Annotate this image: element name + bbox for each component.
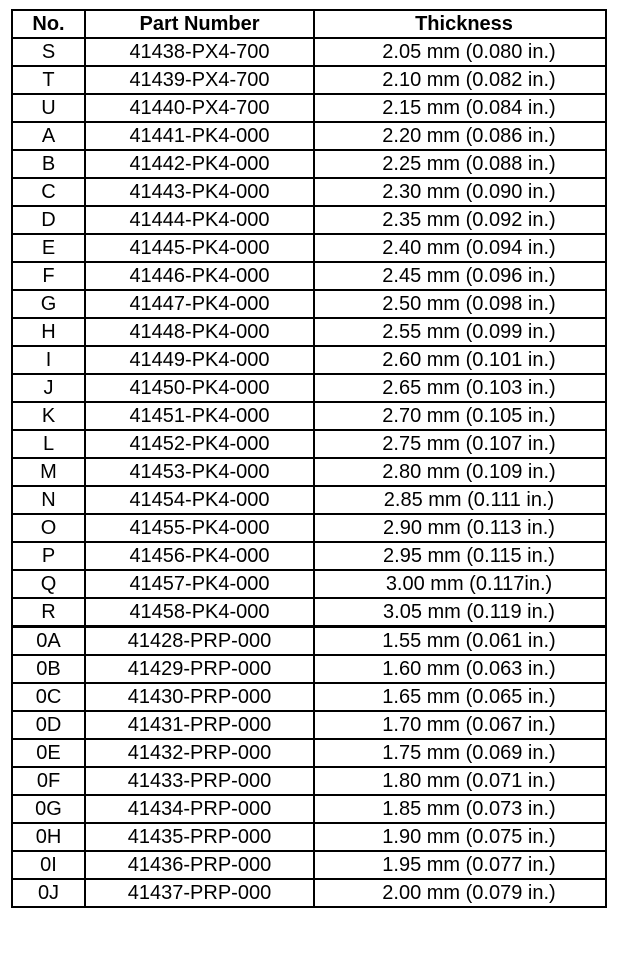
header-no: No. xyxy=(12,10,85,38)
cell-part-number: 41430-PRP-000 xyxy=(85,683,314,711)
table-row xyxy=(12,150,606,178)
cell-thickness: 1.90 mm (0.075 in.) xyxy=(314,823,606,851)
cell-thickness: 2.65 mm (0.103 in.) xyxy=(314,374,606,402)
cell-no: 0F xyxy=(12,767,85,795)
table-row xyxy=(12,542,606,570)
cell-part-number: 41435-PRP-000 xyxy=(85,823,314,851)
cell-thickness: 2.55 mm (0.099 in.) xyxy=(314,318,606,346)
cell-no: P xyxy=(12,542,85,570)
table-row xyxy=(12,627,606,656)
header-row xyxy=(12,10,606,38)
cell-thickness: 1.65 mm (0.065 in.) xyxy=(314,683,606,711)
cell-thickness: 1.75 mm (0.069 in.) xyxy=(314,739,606,767)
cell-part-number: 41442-PK4-000 xyxy=(85,150,314,178)
table-row xyxy=(12,486,606,514)
cell-no: 0B xyxy=(12,655,85,683)
cell-no: T xyxy=(12,66,85,94)
cell-thickness: 1.95 mm (0.077 in.) xyxy=(314,851,606,879)
cell-thickness: 2.30 mm (0.090 in.) xyxy=(314,178,606,206)
cell-part-number: 41447-PK4-000 xyxy=(85,290,314,318)
cell-thickness: 2.85 mm (0.111 in.) xyxy=(314,486,606,514)
cell-part-number: 41441-PK4-000 xyxy=(85,122,314,150)
cell-no: D xyxy=(12,206,85,234)
table-row xyxy=(12,823,606,851)
cell-part-number: 41433-PRP-000 xyxy=(85,767,314,795)
cell-no: R xyxy=(12,598,85,627)
cell-thickness: 2.10 mm (0.082 in.) xyxy=(314,66,606,94)
cell-no: U xyxy=(12,94,85,122)
cell-thickness: 2.05 mm (0.080 in.) xyxy=(314,38,606,66)
cell-part-number: 41455-PK4-000 xyxy=(85,514,314,542)
table-row xyxy=(12,38,606,66)
table-row xyxy=(12,206,606,234)
cell-part-number: 41431-PRP-000 xyxy=(85,711,314,739)
cell-thickness: 2.70 mm (0.105 in.) xyxy=(314,402,606,430)
table-row xyxy=(12,655,606,683)
parts-table xyxy=(11,9,607,908)
cell-part-number: 41428-PRP-000 xyxy=(85,627,314,656)
cell-thickness: 1.80 mm (0.071 in.) xyxy=(314,767,606,795)
cell-no: 0D xyxy=(12,711,85,739)
cell-no: L xyxy=(12,430,85,458)
cell-thickness: 2.90 mm (0.113 in.) xyxy=(314,514,606,542)
cell-no: E xyxy=(12,234,85,262)
cell-part-number: 41445-PK4-000 xyxy=(85,234,314,262)
cell-thickness: 2.45 mm (0.096 in.) xyxy=(314,262,606,290)
cell-part-number: 41437-PRP-000 xyxy=(85,879,314,907)
cell-thickness: 3.05 mm (0.119 in.) xyxy=(314,598,606,627)
cell-part-number: 41438-PX4-700 xyxy=(85,38,314,66)
cell-part-number: 41458-PK4-000 xyxy=(85,598,314,627)
cell-no: B xyxy=(12,150,85,178)
table-row xyxy=(12,598,606,627)
cell-part-number: 41453-PK4-000 xyxy=(85,458,314,486)
cell-part-number: 41443-PK4-000 xyxy=(85,178,314,206)
table-row xyxy=(12,402,606,430)
cell-no: 0C xyxy=(12,683,85,711)
table-row xyxy=(12,290,606,318)
table-row xyxy=(12,851,606,879)
table-row xyxy=(12,514,606,542)
table-row xyxy=(12,234,606,262)
table-row xyxy=(12,178,606,206)
table-row xyxy=(12,66,606,94)
cell-no: 0I xyxy=(12,851,85,879)
cell-thickness: 2.35 mm (0.092 in.) xyxy=(314,206,606,234)
table-row xyxy=(12,430,606,458)
cell-part-number: 41454-PK4-000 xyxy=(85,486,314,514)
cell-thickness: 1.60 mm (0.063 in.) xyxy=(314,655,606,683)
cell-no: H xyxy=(12,318,85,346)
cell-thickness: 2.60 mm (0.101 in.) xyxy=(314,346,606,374)
cell-part-number: 41451-PK4-000 xyxy=(85,402,314,430)
cell-part-number: 41434-PRP-000 xyxy=(85,795,314,823)
cell-thickness: 3.00 mm (0.117in.) xyxy=(314,570,606,598)
cell-part-number: 41432-PRP-000 xyxy=(85,739,314,767)
cell-no: O xyxy=(12,514,85,542)
cell-part-number: 41452-PK4-000 xyxy=(85,430,314,458)
table-row xyxy=(12,795,606,823)
cell-part-number: 41449-PK4-000 xyxy=(85,346,314,374)
cell-part-number: 41440-PX4-700 xyxy=(85,94,314,122)
table-row xyxy=(12,570,606,598)
table-row xyxy=(12,879,606,907)
cell-no: N xyxy=(12,486,85,514)
cell-no: 0H xyxy=(12,823,85,851)
table-row xyxy=(12,374,606,402)
cell-no: S xyxy=(12,38,85,66)
cell-part-number: 41456-PK4-000 xyxy=(85,542,314,570)
header-thickness: Thickness xyxy=(314,10,606,38)
table-row xyxy=(12,94,606,122)
table-row xyxy=(12,318,606,346)
cell-no: K xyxy=(12,402,85,430)
cell-thickness: 2.95 mm (0.115 in.) xyxy=(314,542,606,570)
table-row xyxy=(12,711,606,739)
table-row xyxy=(12,683,606,711)
cell-no: J xyxy=(12,374,85,402)
cell-no: M xyxy=(12,458,85,486)
cell-part-number: 41450-PK4-000 xyxy=(85,374,314,402)
table-row xyxy=(12,458,606,486)
cell-thickness: 2.20 mm (0.086 in.) xyxy=(314,122,606,150)
cell-part-number: 41444-PK4-000 xyxy=(85,206,314,234)
cell-no: C xyxy=(12,178,85,206)
table-row xyxy=(12,739,606,767)
cell-no: F xyxy=(12,262,85,290)
cell-thickness: 2.40 mm (0.094 in.) xyxy=(314,234,606,262)
cell-thickness: 2.80 mm (0.109 in.) xyxy=(314,458,606,486)
cell-no: A xyxy=(12,122,85,150)
table-row xyxy=(12,122,606,150)
cell-no: I xyxy=(12,346,85,374)
cell-no: 0E xyxy=(12,739,85,767)
cell-part-number: 41429-PRP-000 xyxy=(85,655,314,683)
parts-table-container xyxy=(11,9,605,908)
cell-thickness: 2.15 mm (0.084 in.) xyxy=(314,94,606,122)
cell-part-number: 41436-PRP-000 xyxy=(85,851,314,879)
cell-no: G xyxy=(12,290,85,318)
table-row xyxy=(12,262,606,290)
cell-thickness: 1.70 mm (0.067 in.) xyxy=(314,711,606,739)
table-row xyxy=(12,767,606,795)
cell-part-number: 41446-PK4-000 xyxy=(85,262,314,290)
cell-no: 0J xyxy=(12,879,85,907)
cell-part-number: 41439-PX4-700 xyxy=(85,66,314,94)
header-part-number: Part Number xyxy=(85,10,314,38)
cell-thickness: 1.85 mm (0.073 in.) xyxy=(314,795,606,823)
cell-part-number: 41448-PK4-000 xyxy=(85,318,314,346)
cell-thickness: 2.75 mm (0.107 in.) xyxy=(314,430,606,458)
cell-thickness: 2.00 mm (0.079 in.) xyxy=(314,879,606,907)
table-row xyxy=(12,346,606,374)
table-body xyxy=(12,38,606,907)
cell-thickness: 1.55 mm (0.061 in.) xyxy=(314,627,606,656)
cell-no: Q xyxy=(12,570,85,598)
cell-thickness: 2.50 mm (0.098 in.) xyxy=(314,290,606,318)
cell-no: 0G xyxy=(12,795,85,823)
cell-no: 0A xyxy=(12,627,85,656)
cell-thickness: 2.25 mm (0.088 in.) xyxy=(314,150,606,178)
cell-part-number: 41457-PK4-000 xyxy=(85,570,314,598)
